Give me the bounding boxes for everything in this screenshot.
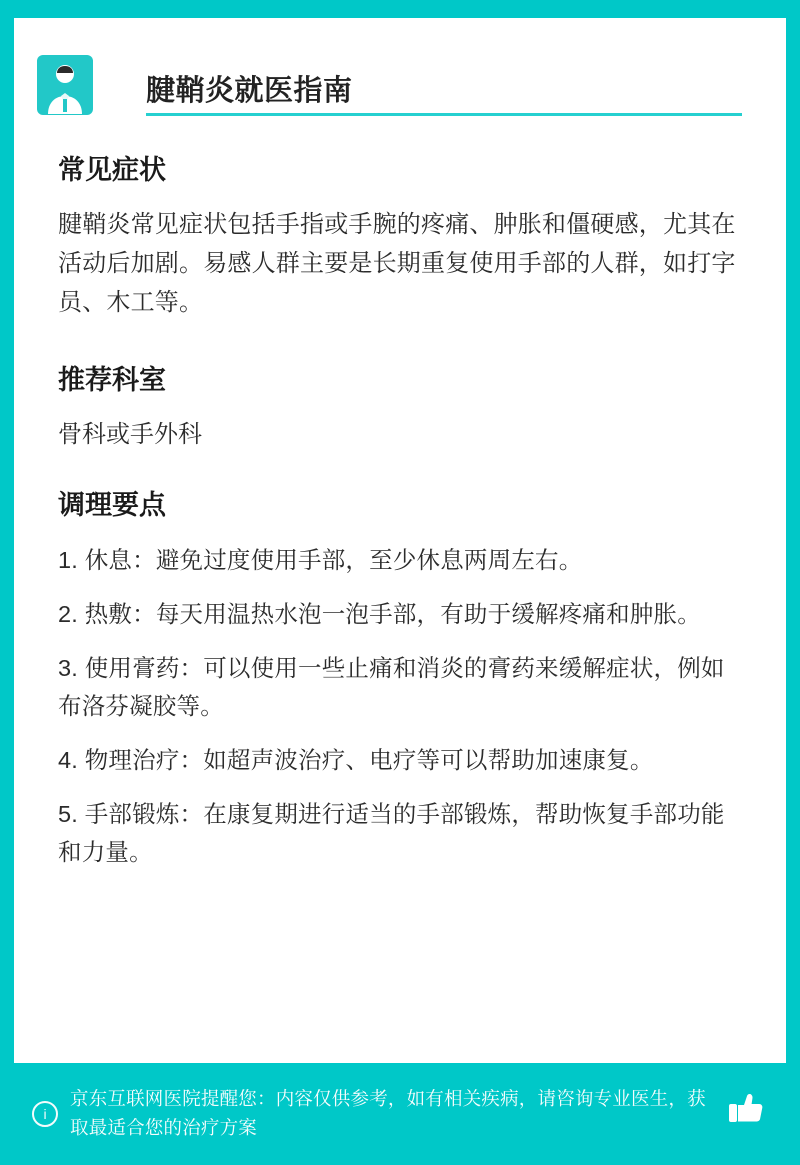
section-heading-symptoms: 常见症状	[58, 154, 166, 185]
footer-text: 京东互联网医院提醒您：内容仅供参考，如有相关疾病，请咨询专业医生，获取最适合您的治疗方案	[70, 1088, 706, 1138]
guide-content	[58, 153, 742, 872]
list-item: 3. 使用膏药：可以使用一些止痛和消炎的膏药来缓解症状，例如布洛芬凝胶等。	[58, 655, 725, 720]
footer-disclaimer	[14, 1063, 786, 1149]
list-item: 5. 手部锻炼：在康复期进行适当的手部锻炼，帮助恢复手部功能和力量。	[58, 801, 725, 866]
list-item: 4. 物理治疗：如超声波治疗、电疗等可以帮助加速康复。	[58, 747, 654, 774]
page-title: 腱鞘炎就医指南	[146, 52, 742, 109]
section-heading-care: 调理要点	[58, 490, 166, 520]
section-heading-department: 推荐科室	[58, 364, 166, 395]
doctor-icon	[36, 54, 94, 116]
section-body-symptoms: 腱鞘炎常见症状包括手指或手腕的疼痛、肿胀和僵硬感，尤其在活动后加剧。易感人群主要是长期重复使用手部的人群，如打字员、木工等。	[58, 210, 736, 316]
guide-card	[14, 18, 786, 1063]
list-item: 1. 休息：避免过度使用手部，至少休息两周左右。	[58, 547, 583, 574]
section-body-department: 骨科或手外科	[58, 420, 202, 448]
list-item: 2. 热敷：每天用温热水泡一泡手部，有助于缓解疼痛和肿胀。	[58, 601, 701, 628]
care-steps-list	[58, 541, 742, 871]
info-icon: i	[32, 1101, 58, 1127]
thumbs-up-icon	[724, 1085, 770, 1131]
